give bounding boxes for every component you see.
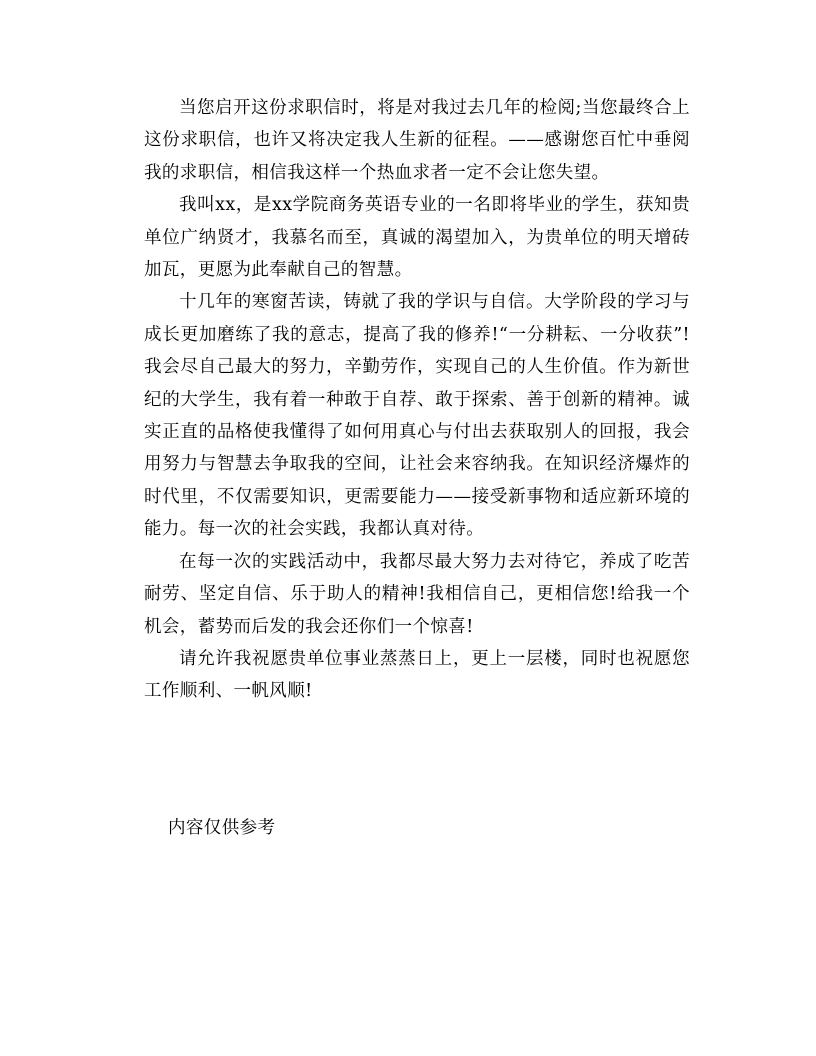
- paragraph-practice: 在每一次的实践活动中，我都尽最大努力去对待它，养成了吃苦耐劳、坚定自信、乐于助人的精神!我相信自己，更相信您!给我一个机会，蓄势而后发的我会还你们一个惊喜!: [144, 551, 690, 637]
- paragraph-qualifications: 十几年的寒窗苦读，铸就了我的学识与自信。大学阶段的学习与成长更加磨练了我的意志，提高了我的修养!“一分耕耘、一分收获”!我会尽自己最大的努力，辛勤劳作，实现自己的人生价值。作为新世纪的大学生，我有着一种敢于自荐、敢于探索、善于创新的精神。诚实正直的品格使我懂得了如何用真心与付出去获取别人的回报，我会用努力与智慧去争取我的空间，让社会来容纳我。在知识经济爆炸的时代里，不仅需要知识，更需要能力——接受新事物和适应新环境的能力。每一次的社会实践，我都认真对待。: [144, 292, 690, 540]
- letter-body: [144, 92, 690, 708]
- paragraph-introduction: 我叫xx，是xx学院商务英语专业的一名即将毕业的学生，获知贵单位广纳贤才，我慕名而至，真诚的渴望加入，为贵单位的明天增砖加瓦，更愿为此奉献自己的智慧。: [144, 195, 690, 281]
- paragraph-closing: 请允许我祝愿贵单位事业蒸蒸日上，更上一层楼，同时也祝愿您工作顺利、一帆风顺!: [144, 648, 690, 702]
- footer-note: 内容仅供参考: [168, 818, 276, 838]
- paragraph-opening: 当您启开这份求职信时，将是对我过去几年的检阅;当您最终合上这份求职信，也许又将决定我人生新的征程。——感谢您百忙中垂阅我的求职信，相信我这样一个热血求者一定不会让您失望。: [144, 98, 690, 183]
